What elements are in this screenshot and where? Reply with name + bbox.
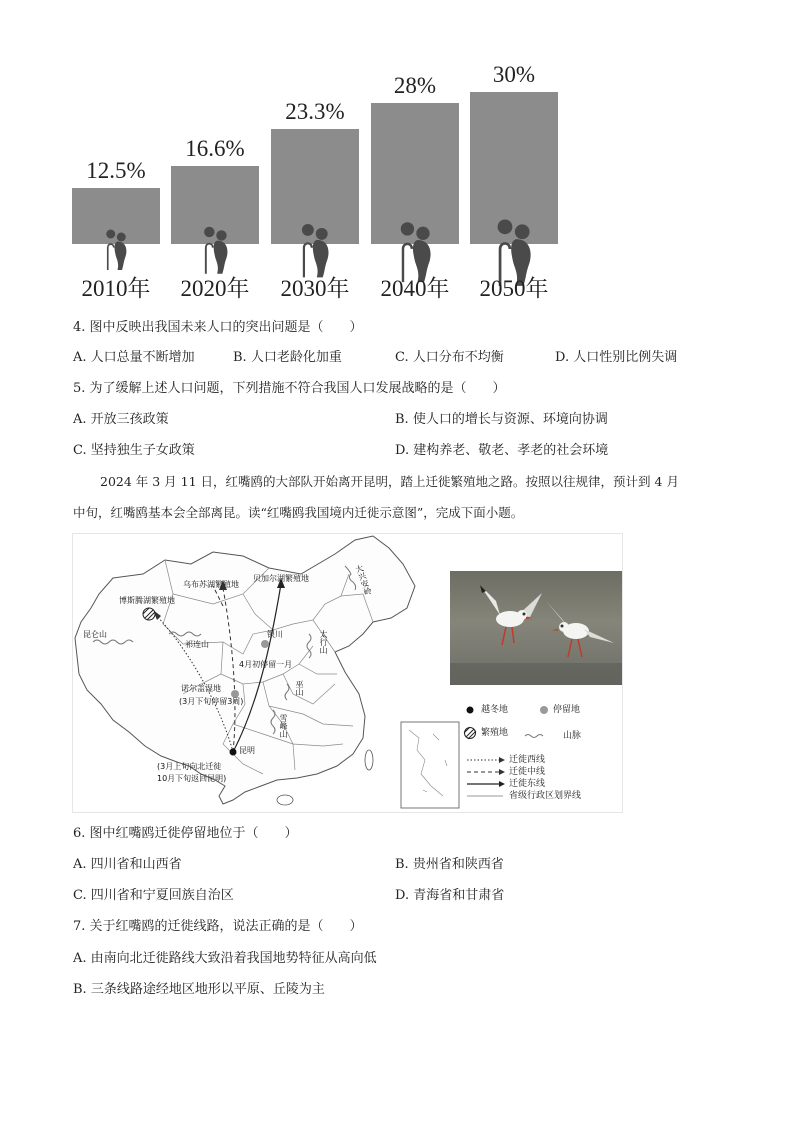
question-4-option-a: A. 人口总量不断增加 bbox=[73, 350, 195, 365]
taiwan-island bbox=[365, 750, 373, 770]
label-nuoergai: 诺尔盖湿地 bbox=[181, 684, 221, 693]
population-aging-chart bbox=[0, 0, 794, 310]
question-4-option-c: C. 人口分布不均衡 bbox=[395, 350, 504, 365]
chart-value-label: 28% bbox=[393, 72, 437, 98]
gull-illustration bbox=[450, 571, 622, 685]
question-7-option-b: B. 三条线路途经地区地形以平原、丘陵为主 bbox=[73, 982, 325, 997]
chart-category-label: 2040年 bbox=[380, 276, 450, 301]
question-6-option-b: B. 贵州省和陕西省 bbox=[395, 857, 504, 872]
label-bosten: 博斯腾湖繁殖地 bbox=[119, 596, 175, 605]
question-7-option-a: A. 由南向北迁徙路线大致沿着我国地势特征从高向低 bbox=[73, 951, 377, 966]
elderly-figure-icon bbox=[101, 228, 131, 273]
gull-migration-figure bbox=[72, 533, 623, 813]
chart-value-label: 12.5% bbox=[86, 158, 146, 183]
question-5-option-b: B. 使人口的增长与资源、环境向协调 bbox=[395, 412, 608, 427]
label-daxinganling: 大兴安岭 bbox=[353, 563, 374, 597]
legend-west-label: 迁徙西线 bbox=[509, 755, 546, 765]
gull-photo bbox=[450, 571, 622, 685]
question-5-option-d: D. 建构养老、敬老、孝老的社会环境 bbox=[395, 443, 609, 458]
question-4-option-b: B. 人口老龄化加重 bbox=[233, 350, 342, 365]
passage-line-2: 中旬，红嘴鸥基本会全部离昆。读“红嘴鸥我国境内迁徙示意图”，完成下面小题。 bbox=[73, 505, 524, 520]
question-6-option-a: A. 四川省和山西省 bbox=[73, 857, 182, 872]
question-4-option-d: D. 人口性别比例失调 bbox=[555, 350, 678, 365]
label-kunlun: 昆仑山 bbox=[83, 630, 107, 639]
legend-mountain-label: 山脉 bbox=[563, 731, 582, 741]
label-wubusu: 乌布苏湖繁殖地 bbox=[183, 580, 239, 589]
chart-category-label: 2020年 bbox=[180, 276, 250, 301]
question-6-option-d: D. 青海省和甘肃省 bbox=[395, 888, 505, 903]
legend-east-label: 迁徙东线 bbox=[509, 779, 546, 789]
legend-stopover-label: 停留地 bbox=[553, 705, 581, 715]
kunming-winter-marker bbox=[230, 749, 237, 756]
legend-winter-symbol bbox=[467, 707, 474, 714]
question-5-option-a: A. 开放三孩政策 bbox=[73, 412, 169, 427]
south-china-sea-inset bbox=[401, 722, 459, 808]
label-taihang: 太行山 bbox=[319, 630, 328, 654]
label-kunming-note-1: (3月上旬向北迁徙 bbox=[157, 762, 222, 771]
label-nuoergai-stop: (3月下旬停留3周) bbox=[179, 697, 244, 706]
chart-category-label: 2010年 bbox=[81, 276, 151, 301]
legend-mountain-symbol bbox=[525, 735, 543, 738]
label-baikal: 贝加尔湖繁殖地 bbox=[253, 574, 309, 583]
passage-line-1: 2024 年 3 月 11 日，红嘴鸥的大部队开始离开昆明，踏上迁徙繁殖地之路。按照以往规律，预计到 4 月 bbox=[100, 474, 679, 489]
question-4-stem: 4. 图中反映出我国未来人口的突出问题是（ ） bbox=[73, 320, 363, 335]
label-xuefeng: 雪峰山 bbox=[279, 714, 288, 738]
question-6-stem: 6. 图中红嘴鸥迁徙停留地位于（ ） bbox=[73, 826, 298, 841]
label-kunming: 昆明 bbox=[239, 746, 255, 755]
yinchuan-stopover-marker bbox=[261, 640, 269, 648]
question-5-stem: 5. 为了缓解上述人口问题，下列措施不符合我国人口发展战略的是（ ） bbox=[73, 381, 506, 396]
chart-value-label: 30% bbox=[492, 62, 536, 87]
legend-breeding-label: 繁殖地 bbox=[481, 728, 509, 738]
legend-middle-label: 迁徙中线 bbox=[509, 767, 546, 777]
chart-value-label: 23.3% bbox=[285, 98, 345, 124]
question-5-option-c: C. 坚持独生子女政策 bbox=[73, 443, 195, 458]
question-7-stem: 7. 关于红嘴鸥的迁徙线路，说法正确的是（ ） bbox=[73, 919, 363, 934]
legend-winter-label: 越冬地 bbox=[481, 705, 509, 715]
label-yinchuan-stop: 4月初停留一月 bbox=[239, 660, 293, 669]
legend-boundary-label: 省级行政区划界线 bbox=[509, 791, 582, 801]
chart-category-label: 2030年 bbox=[280, 276, 350, 301]
chart-category-label: 2050年 bbox=[479, 276, 549, 301]
label-yinchuan: 银川 bbox=[267, 630, 283, 639]
chart-value-label: 16.6% bbox=[185, 135, 245, 161]
legend-stopover-symbol bbox=[540, 706, 548, 714]
label-kunming-note-2: 10月下旬返回昆明) bbox=[157, 774, 227, 783]
hainan-island bbox=[277, 795, 293, 805]
label-qilian: 祁连山 bbox=[185, 640, 209, 649]
label-wushan: 巫山 bbox=[295, 680, 304, 696]
question-6-option-c: C. 四川省和宁夏回族自治区 bbox=[73, 888, 234, 903]
